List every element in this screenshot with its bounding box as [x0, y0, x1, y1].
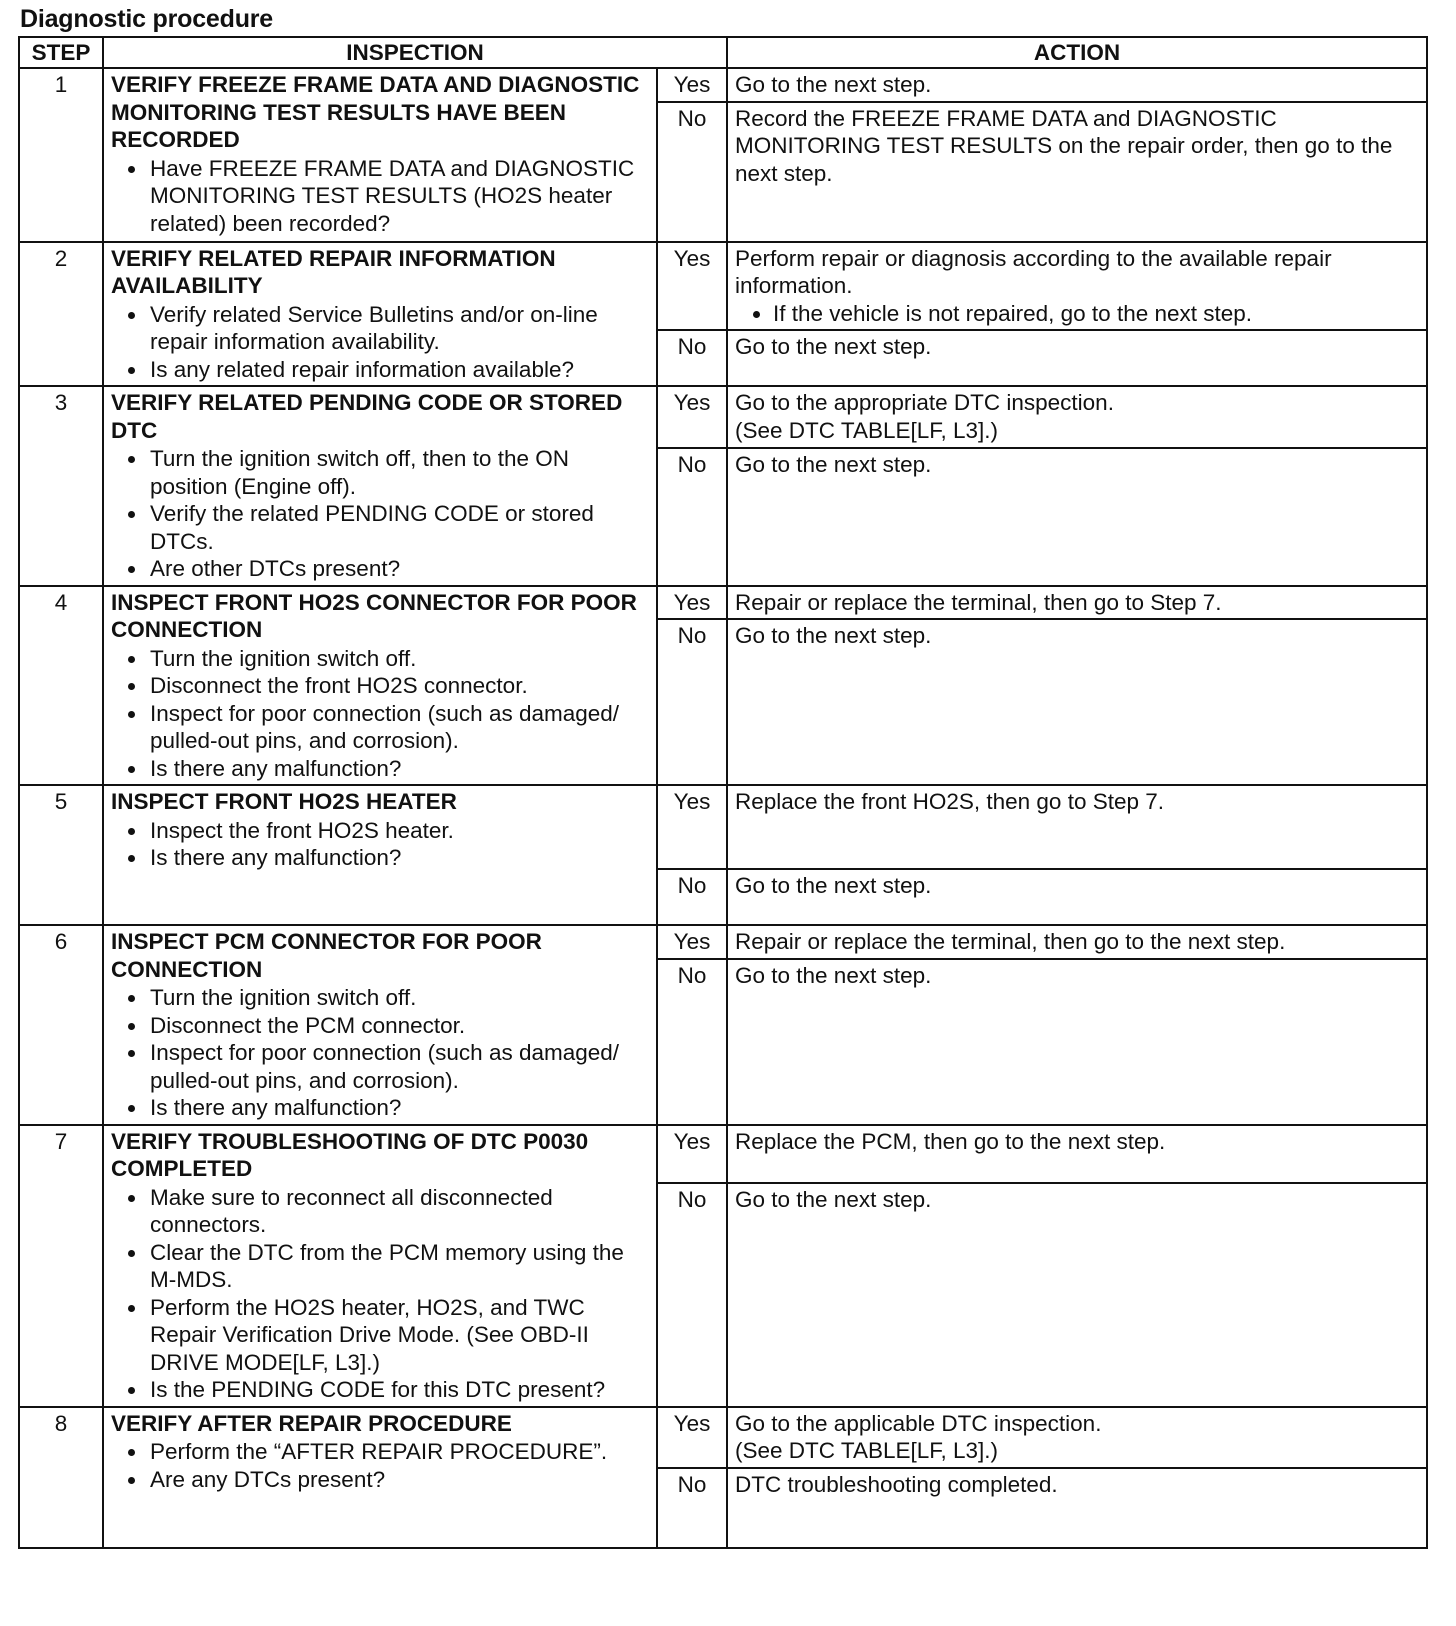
no-label: No [657, 869, 727, 925]
inspection-bullets [111, 1438, 649, 1493]
inspection-cell [103, 386, 657, 586]
inspection-bullet: • Turn the ignition switch off. [148, 984, 649, 1012]
document-title: Diagnostic procedure [20, 5, 273, 33]
yes-action: Replace the front HO2S, then go to Step 7. [735, 789, 1165, 814]
no-label: No [657, 619, 727, 785]
table-row [19, 68, 1427, 102]
step-number: 1 [19, 68, 103, 242]
inspection-bullets [111, 155, 649, 238]
yes-action-cell [727, 785, 1427, 869]
yes-action-cell [727, 1407, 1427, 1468]
yes-action-cell [727, 68, 1427, 102]
no-label: No [657, 102, 727, 242]
inspection-title: VERIFY RELATED PENDING CODE OR STORED DTC [111, 390, 623, 443]
yes-label: Yes [657, 242, 727, 331]
inspection-cell [103, 1125, 657, 1407]
yes-action-cell [727, 1125, 1427, 1183]
inspection-bullet: • Is there any malfunction? [148, 755, 649, 783]
inspection-bullet: • Make sure to reconnect all disconnected connectors. [148, 1184, 649, 1239]
inspection-bullet: • Verify the related PENDING CODE or stored DTCs. [148, 500, 649, 555]
inspection-bullet: • Is any related repair information available? [148, 356, 649, 384]
no-label: No [657, 1183, 727, 1407]
no-label: No [657, 448, 727, 585]
inspection-bullet: • Are any DTCs present? [148, 1466, 649, 1494]
inspection-cell [103, 1407, 657, 1548]
yes-action: Go to the next step. [735, 72, 932, 97]
no-action: Go to the next step. [727, 869, 1427, 925]
yes-action-cell [727, 386, 1427, 448]
inspection-title: INSPECT FRONT HO2S CONNECTOR FOR POOR CONNECTION [111, 589, 637, 642]
inspection-bullet: • Disconnect the front HO2S connector. [148, 672, 649, 700]
yes-label: Yes [657, 1125, 727, 1183]
diagnostic-table [18, 36, 1428, 1549]
no-action: Go to the next step. [727, 619, 1427, 785]
inspection-bullet: • Inspect for poor connection (such as damaged/ pulled-out pins, and corrosion). [148, 1039, 649, 1094]
step-number: 5 [19, 785, 103, 925]
inspection-cell [103, 785, 657, 925]
inspection-bullet: • Turn the ignition switch off, then to the ON position (Engine off). [148, 445, 649, 500]
inspection-bullet: • Is there any malfunction? [148, 844, 649, 872]
yes-action-bullets [735, 300, 1419, 328]
yes-label: Yes [657, 68, 727, 102]
yes-action: Go to the applicable DTC inspection. [735, 1410, 1102, 1436]
yes-action: Repair or replace the terminal, then go to the next step. [735, 929, 1286, 954]
no-label: No [657, 959, 727, 1124]
table-body [19, 68, 1427, 1548]
inspection-title: VERIFY RELATED REPAIR INFORMATION AVAILABILITY [111, 245, 556, 298]
inspection-bullet: • Inspect the front HO2S heater. [148, 817, 649, 845]
step-number: 8 [19, 1407, 103, 1548]
header-action: ACTION [727, 37, 1427, 68]
yes-action: Perform repair or diagnosis according to the available repair information. [735, 245, 1332, 298]
yes-label: Yes [657, 785, 727, 869]
inspection-title: INSPECT PCM CONNECTOR FOR POOR CONNECTION [111, 929, 542, 982]
inspection-bullets [111, 445, 649, 583]
inspection-title: VERIFY TROUBLESHOOTING OF DTC P0030 COMPLETED [111, 1128, 589, 1181]
no-action: DTC troubleshooting completed. [727, 1468, 1427, 1548]
inspection-bullets [111, 645, 649, 783]
yes-action-reference: (See DTC TABLE[LF, L3].) [735, 417, 999, 443]
no-action: Go to the next step. [727, 1183, 1427, 1407]
step-number: 2 [19, 242, 103, 387]
inspection-title: INSPECT FRONT HO2S HEATER [111, 789, 457, 814]
inspection-bullet: • Perform the “AFTER REPAIR PROCEDURE”. [148, 1438, 649, 1466]
header-inspection: INSPECTION [103, 37, 727, 68]
yes-label: Yes [657, 586, 727, 620]
header-step: STEP [19, 37, 103, 68]
yes-action: Repair or replace the terminal, then go to Step 7. [735, 589, 1222, 615]
table-row [19, 1407, 1427, 1468]
yes-action: Go to the appropriate DTC inspection. [735, 390, 1114, 415]
no-action: Record the FREEZE FRAME DATA and DIAGNOSTIC MONITORING TEST RESULTS on the repair order, then go to the next step. [727, 102, 1427, 242]
inspection-bullet: • Verify related Service Bulletins and/or on-line repair information availability. [148, 301, 649, 356]
inspection-bullet: • Disconnect the PCM connector. [148, 1012, 649, 1040]
no-action: Go to the next step. [727, 330, 1427, 386]
inspection-title: VERIFY FREEZE FRAME DATA AND DIAGNOSTIC MONITORING TEST RESULTS HAVE BEEN RECORDED [111, 72, 640, 152]
inspection-bullet: • Have FREEZE FRAME DATA and DIAGNOSTIC MONITORING TEST RESULTS (HO2S heater related) been recorded? [148, 155, 649, 238]
step-number: 3 [19, 386, 103, 586]
table-row [19, 386, 1427, 448]
inspection-cell [103, 925, 657, 1125]
table-row [19, 1125, 1427, 1183]
inspection-bullets [111, 984, 649, 1122]
yes-label: Yes [657, 386, 727, 448]
table-row [19, 785, 1427, 869]
inspection-bullet: • Turn the ignition switch off. [148, 645, 649, 673]
inspection-bullet: • Is there any malfunction? [148, 1094, 649, 1122]
no-action: Go to the next step. [727, 959, 1427, 1124]
inspection-bullet: • Are other DTCs present? [148, 555, 649, 583]
table-row [19, 925, 1427, 959]
inspection-bullet: • Is the PENDING CODE for this DTC present? [148, 1376, 649, 1404]
yes-action-cell [727, 925, 1427, 959]
step-number: 7 [19, 1125, 103, 1407]
yes-action-cell [727, 586, 1427, 620]
inspection-bullet: • Inspect for poor connection (such as damaged/ pulled-out pins, and corrosion). [148, 700, 649, 755]
table-header-row [19, 37, 1427, 68]
yes-label: Yes [657, 925, 727, 959]
inspection-bullets [111, 1184, 649, 1404]
yes-action: Replace the PCM, then go to the next step. [735, 1128, 1166, 1154]
table-row [19, 242, 1427, 331]
no-label: No [657, 330, 727, 386]
no-action: Go to the next step. [727, 448, 1427, 585]
inspection-bullets [111, 817, 649, 872]
no-label: No [657, 1468, 727, 1548]
yes-action-cell [727, 242, 1427, 331]
step-number: 4 [19, 586, 103, 786]
table-row [19, 586, 1427, 620]
inspection-bullet: • Clear the DTC from the PCM memory using the M-MDS. [148, 1239, 649, 1294]
yes-action-bullet: • If the vehicle is not repaired, go to the next step. [773, 300, 1419, 328]
inspection-bullet: • Perform the HO2S heater, HO2S, and TWC Repair Verification Drive Mode. (See OBD-II DRIVE MODE[LF, L3].) [148, 1294, 649, 1377]
inspection-bullets [111, 301, 649, 384]
yes-action-reference: (See DTC TABLE[LF, L3].) [735, 1438, 999, 1463]
inspection-cell [103, 68, 657, 242]
inspection-cell [103, 586, 657, 786]
step-number: 6 [19, 925, 103, 1125]
yes-label: Yes [657, 1407, 727, 1468]
inspection-cell [103, 242, 657, 387]
inspection-title: VERIFY AFTER REPAIR PROCEDURE [111, 1410, 512, 1436]
